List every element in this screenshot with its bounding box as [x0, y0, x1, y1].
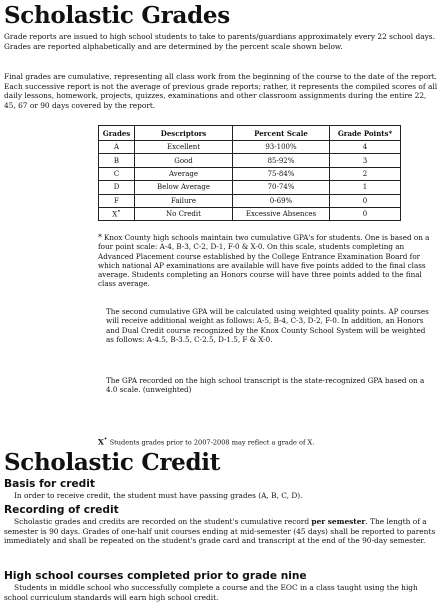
grade-x-label: X — [112, 210, 118, 219]
descriptor-cell: Good — [135, 154, 233, 167]
final-grades-paragraph: Final grades are cumulative, representing all class work from the beginning of the course to the date of the report. Each successive report is not the average of previous grade reports; rather, it represents the compiled scores of all daily lessons, homework, projects, quizzes, examinations and other classroom assignments during the entire 22, 45, 67 or 90 days covered by the report. — [4, 72, 438, 110]
scholastic-credit-title: Scholastic Credit — [4, 449, 221, 476]
table-row — [99, 194, 401, 207]
recording-text-after: . The length of a semester is 90 days. Grades of one-half unit courses ending at mid-semester (45 days) shall be reported to parents immediately and shall be repeated on the student's grade card and transcript at the end of the 90-day semester. — [4, 517, 436, 546]
grades-intro-paragraph: Grade reports are issued to high school students to take to parents/guardians approximately every 22 school days. Grades are reported alphabetically and are determined by the percent scale shown below. — [4, 32, 435, 51]
recording-text-before: Scholastic grades and credits are recorded on the student's cumulative record — [14, 517, 312, 526]
grade-cell: C — [99, 167, 135, 180]
prior-courses-heading: High school courses completed prior to grade nine — [4, 570, 307, 582]
percent-cell: 0-69% — [233, 194, 330, 207]
asterisk-mark: * — [98, 233, 102, 242]
table-row — [99, 167, 401, 180]
descriptor-cell: Average — [135, 167, 233, 180]
x-bullet: • — [103, 436, 108, 443]
percent-cell: 70-74% — [233, 181, 330, 194]
descriptor-cell: Excellent — [135, 141, 233, 154]
table-row — [99, 141, 401, 154]
grade-cell: B — [99, 154, 135, 167]
recording-of-credit-heading: Recording of credit — [4, 504, 119, 516]
grade-scale-table — [98, 125, 401, 221]
percent-cell: 75-84% — [233, 167, 330, 180]
grade-x-bullet: • — [117, 209, 121, 216]
transcript-gpa-note: The GPA recorded on the high school transcript is the state-recognized GPA based on a 4.0 scale. (unweighted) — [106, 376, 425, 395]
weighted-gpa-note: The second cumulative GPA will be calculated using weighted quality points. AP courses will receive additional weight as follows: A-5, B-4, C-3, D-2, F-0. In addition, an Honors and Dual Credit course recognized by the Knox County School System will be weighted as follows: A-4.5, B-3.5, C-2.5, D-1.5, F & X-0. — [106, 307, 429, 344]
gpa-scales-text: Knox County high schools maintain two cumulative GPA's for students. One is based on a four point scale: A-4, B-3, C-2, D-1, F-0 & X-0. On this scale, students completing an Advanced Placement course established by the College Entrance Examination Board for which national AP examinations are available will have five points added to the final class average. Students completing an Honors course will have three points added to the final class average. — [98, 233, 430, 289]
header-descriptors: Descriptors — [135, 126, 233, 141]
grade-cell: A — [99, 141, 135, 154]
header-percent-scale: Percent Scale — [233, 126, 330, 141]
prior-courses-paragraph — [4, 583, 440, 602]
table-header-row — [99, 126, 401, 141]
basis-for-credit-paragraph — [4, 491, 440, 501]
x-mark: X — [98, 437, 104, 447]
scholastic-grades-title: Scholastic Grades — [4, 2, 230, 29]
x-note-text: Students grades prior to 2007-2008 may reflect a grade of X. — [109, 438, 315, 447]
recording-of-credit-paragraph — [4, 517, 440, 546]
per-semester-emphasis: per semester — [311, 517, 366, 526]
points-cell: 1 — [330, 181, 401, 194]
basis-text: In order to receive credit, the student must have passing grades (A, B, C, D). — [14, 491, 303, 500]
percent-cell: 85-92% — [233, 154, 330, 167]
prior-text: Students in middle school who successfully complete a course and the EOC in a class taught using the high school curriculum standards will earn high school credit. — [4, 583, 418, 602]
points-cell: 2 — [330, 167, 401, 180]
header-grade-points: Grade Points* — [330, 126, 401, 141]
percent-cell: 93-100% — [233, 141, 330, 154]
descriptor-cell: No Credit — [135, 207, 233, 220]
grade-cell: F — [99, 194, 135, 207]
gpa-scales-note — [98, 233, 433, 289]
points-cell: 3 — [330, 154, 401, 167]
points-cell: 0 — [330, 194, 401, 207]
grade-cell — [99, 207, 135, 220]
grade-x-note — [98, 435, 428, 448]
table-row — [99, 207, 401, 220]
grade-cell: D — [99, 181, 135, 194]
descriptor-cell: Below Average — [135, 181, 233, 194]
percent-cell: Excessive Absences — [233, 207, 330, 220]
table-row — [99, 181, 401, 194]
descriptor-cell: Failure — [135, 194, 233, 207]
table-row — [99, 154, 401, 167]
points-cell: 4 — [330, 141, 401, 154]
header-grades: Grades — [99, 126, 135, 141]
points-cell: 0 — [330, 207, 401, 220]
basis-for-credit-heading: Basis for credit — [4, 478, 95, 490]
